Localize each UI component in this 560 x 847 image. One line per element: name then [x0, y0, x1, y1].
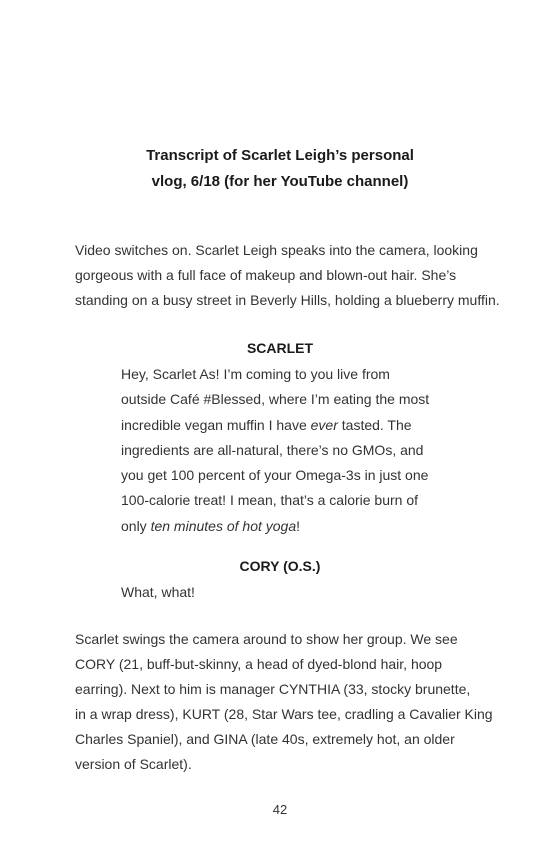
dialogue-line: ingredients are all-natural, there’s no GMOs, and: [121, 441, 424, 458]
page-number: 42: [272, 802, 288, 817]
title-line-1: Transcript of Scarlet Leigh’s personal: [146, 147, 414, 164]
dialogue-line: outside Café #Blessed, where I’m eating the most: [121, 391, 430, 408]
speaker-name-scarlet: SCARLET: [246, 340, 314, 356]
dialogue-text: only: [121, 517, 151, 534]
dialogue-line: [121, 413, 481, 438]
outro-line: earring). Next to him is manager CYNTHIA (33, stocky brunette,: [75, 681, 471, 697]
dialogue-text: !: [296, 517, 301, 534]
speaker-name-cory: CORY (O.S.): [239, 558, 321, 574]
outro-paragraph: [75, 627, 515, 777]
outro-line: CORY (21, buff-but-skinny, a head of dyed-blond hair, hoop: [75, 656, 443, 672]
intro-line: gorgeous with a full face of makeup and blown-out hair. She’s: [75, 267, 457, 283]
dialogue-emphasis: ever: [310, 416, 338, 433]
intro-line: standing on a busy street in Beverly Hills, holding a blueberry muffin.: [75, 292, 500, 308]
outro-line: version of Scarlet).: [75, 756, 192, 772]
title-line-2: vlog, 6/18 (for her YouTube channel): [151, 173, 409, 190]
dialogue-emphasis: ten minutes of hot yoga: [150, 517, 297, 534]
dialogue-text: tasted. The: [337, 416, 412, 433]
dialogue-line: What, what!: [121, 584, 195, 600]
intro-line: Video switches on. Scarlet Leigh speaks into the camera, looking: [75, 242, 478, 258]
outro-line: Scarlet swings the camera around to show her group. We see: [75, 631, 458, 647]
dialogue-scarlet: [121, 362, 481, 539]
dialogue-text: incredible vegan muffin I have: [121, 416, 311, 433]
dialogue-cory: [121, 580, 481, 605]
dialogue-line: 100-calorie treat! I mean, that’s a calorie burn of: [121, 492, 419, 509]
chapter-title: [0, 143, 560, 195]
intro-paragraph: [75, 238, 515, 313]
outro-line: in a wrap dress), KURT (28, Star Wars tee, cradling a Cavalier King: [75, 706, 493, 722]
dialogue-line: Hey, Scarlet As! I’m coming to you live from: [121, 366, 390, 382]
outro-line: Charles Spaniel), and GINA (late 40s, extremely hot, an older: [75, 731, 455, 747]
dialogue-line: you get 100 percent of your Omega-3s in just one: [121, 467, 429, 484]
dialogue-line: [121, 514, 481, 539]
